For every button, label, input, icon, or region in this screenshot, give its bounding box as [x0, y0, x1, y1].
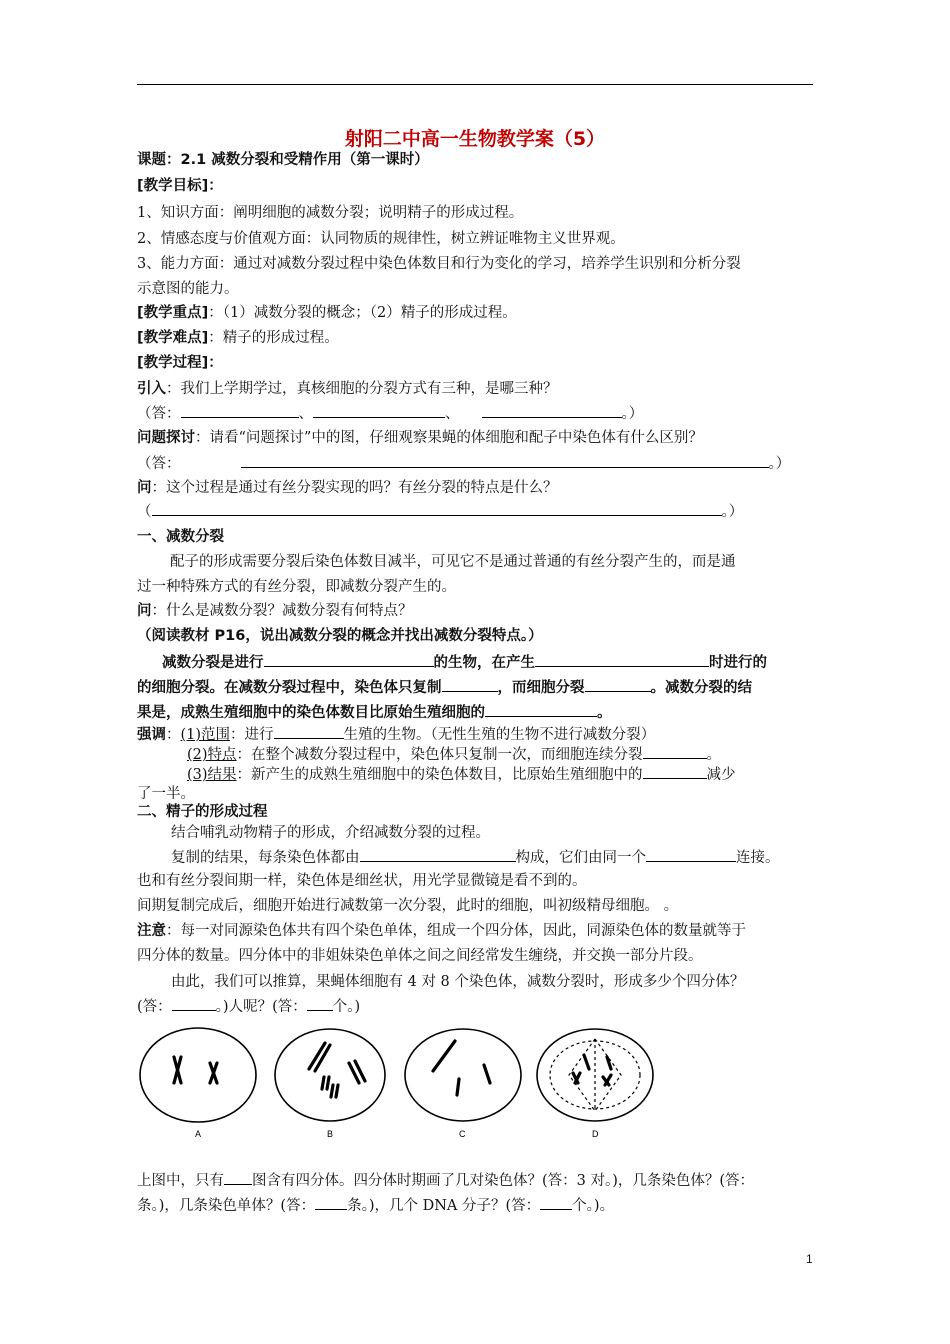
cell-c [405, 1029, 521, 1121]
process-heading: [教学过程]： [137, 355, 223, 371]
page-title: 射阳二中高一生物教学案（5） [344, 128, 606, 150]
cell-division-figure [137, 1025, 667, 1145]
answer-line-2: （答： 。） [137, 453, 790, 474]
figure-label-b: B [327, 1129, 334, 1139]
emphasis-2: (2)特点：在整个减数分裂过程中，染色体只复制一次，而细胞连续分裂 。 [187, 744, 721, 765]
definition-line-2: 的细胞分裂。在减数分裂过程中，染色体只复制 ，而细胞分裂 。减数分裂的结 [137, 677, 752, 698]
paragraph-2: 结合哺乳动物精子的形成，介绍减数分裂的过程。 [171, 825, 490, 841]
difficult-points: [教学难点]：精子的形成过程。 [137, 330, 339, 346]
figure-question-1: 上图中，只有 图含有四分体。四分体时期画了几对染色体？(答：3 对。)，几条染色体？(答： [137, 1170, 754, 1191]
page-number: 1 [806, 1252, 813, 1266]
figure-label-a: A [195, 1129, 202, 1139]
definition-line-1: 减数分裂是进行 的生物，在产生 时进行的 [162, 652, 767, 673]
note-line-2: 四分体的数量。四分体中的非姐妹染色单体之间之间经常发生缠绕，并交换一部分片段。 [137, 948, 703, 964]
section-2-heading: 二、精子的形成过程 [137, 804, 268, 820]
question-2: 问：什么是减数分裂？减数分裂有何特点？ [137, 603, 413, 619]
paragraph-4: 也和有丝分裂间期一样，染色体是细丝状，用光学显微镜是看不到的。 [137, 873, 587, 889]
figure-question-2: 条。)，几条染色单体？(答： 条。)，几个 DNA 分子？(答： 个。)。 [137, 1195, 614, 1216]
section-1-heading: 一、减数分裂 [137, 529, 224, 545]
problem-line: 问题探讨：请看“问题探讨”中的图，仔细观察果蝇的体细胞和配子中染色体有什么区别？ [137, 430, 703, 446]
paragraph-6: 由此，我们可以推算，果蝇体细胞有 4 对 8 个染色体，减数分裂时，形成多少个四分体？ [171, 974, 745, 990]
objective-3a: 3、能力方面：通过对减数分裂过程中染色体数目和行为变化的学习，培养学生识别和分析分裂 [137, 256, 741, 272]
cell-b [275, 1029, 385, 1121]
answer-line-1: （答： 、 、 。） [137, 403, 643, 424]
paragraph-7: (答： 。)人呢？(答： 个。) [137, 996, 360, 1017]
question-1: 问：这个过程是通过有丝分裂实现的吗？有丝分裂的特点是什么？ [137, 480, 558, 496]
emphasis-3-cont: 了一半。 [137, 786, 195, 802]
objective-1: 1、知识方面：阐明细胞的减数分裂；说明精子的形成过程。 [137, 205, 524, 221]
key-points: [教学重点]：（1）减数分裂的概念；（2）精子的形成过程。 [137, 305, 517, 321]
paragraph-3: 复制的结果，每条染色体都由 构成，它们由同一个 连接。 [171, 847, 780, 868]
objective-3b: 示意图的能力。 [137, 281, 239, 297]
header-rule [137, 84, 813, 85]
cell-d [537, 1029, 653, 1121]
emphasis-1: 强调：(1)范围：进行 生殖的生物。（无性生殖的生物不进行减数分裂） [137, 724, 655, 745]
definition-line-3: 果是，成熟生殖细胞中的染色体数目比原始生殖细胞的 。 [137, 702, 612, 723]
paragraph-1b: 过一种特殊方式的有丝分裂，即减数分裂产生的。 [137, 579, 456, 595]
figure-label-c: C [459, 1129, 466, 1139]
paragraph-1a: 配子的形成需要分裂后染色体数目减半，可见它不是通过普通的有丝分裂产生的，而是通 [170, 554, 736, 570]
note-line-1: 注意：每一对同源染色体共有四个染色单体，组成一个四分体，因此，同源染色体的数量就等于 [137, 923, 746, 939]
reading-instruction: （阅读教材 P16，说出减数分裂的概念并找出减数分裂特点。） [137, 628, 543, 644]
objectives-heading: [教学目标]： [137, 178, 223, 194]
intro-line: 引入：我们上学期学过，真核细胞的分裂方式有三种，是哪三种？ [137, 381, 558, 397]
figure-label-d: D [592, 1129, 599, 1139]
paragraph-5: 间期复制完成后，细胞开始进行减数第一次分裂，此时的细胞，叫初级精母细胞。 。 [137, 898, 679, 914]
emphasis-3: (3)结果：新产生的成熟生殖细胞中的染色体数目，比原始生殖细胞中的 减少 [187, 764, 736, 785]
lesson-title: 课题：2.1 减数分裂和受精作用（第一课时） [137, 152, 429, 168]
objective-2: 2、情感态度与价值观方面：认同物质的规律性，树立辨证唯物主义世界观。 [137, 231, 625, 247]
answer-line-3: （ 。） [137, 501, 743, 522]
cell-a [140, 1028, 256, 1122]
